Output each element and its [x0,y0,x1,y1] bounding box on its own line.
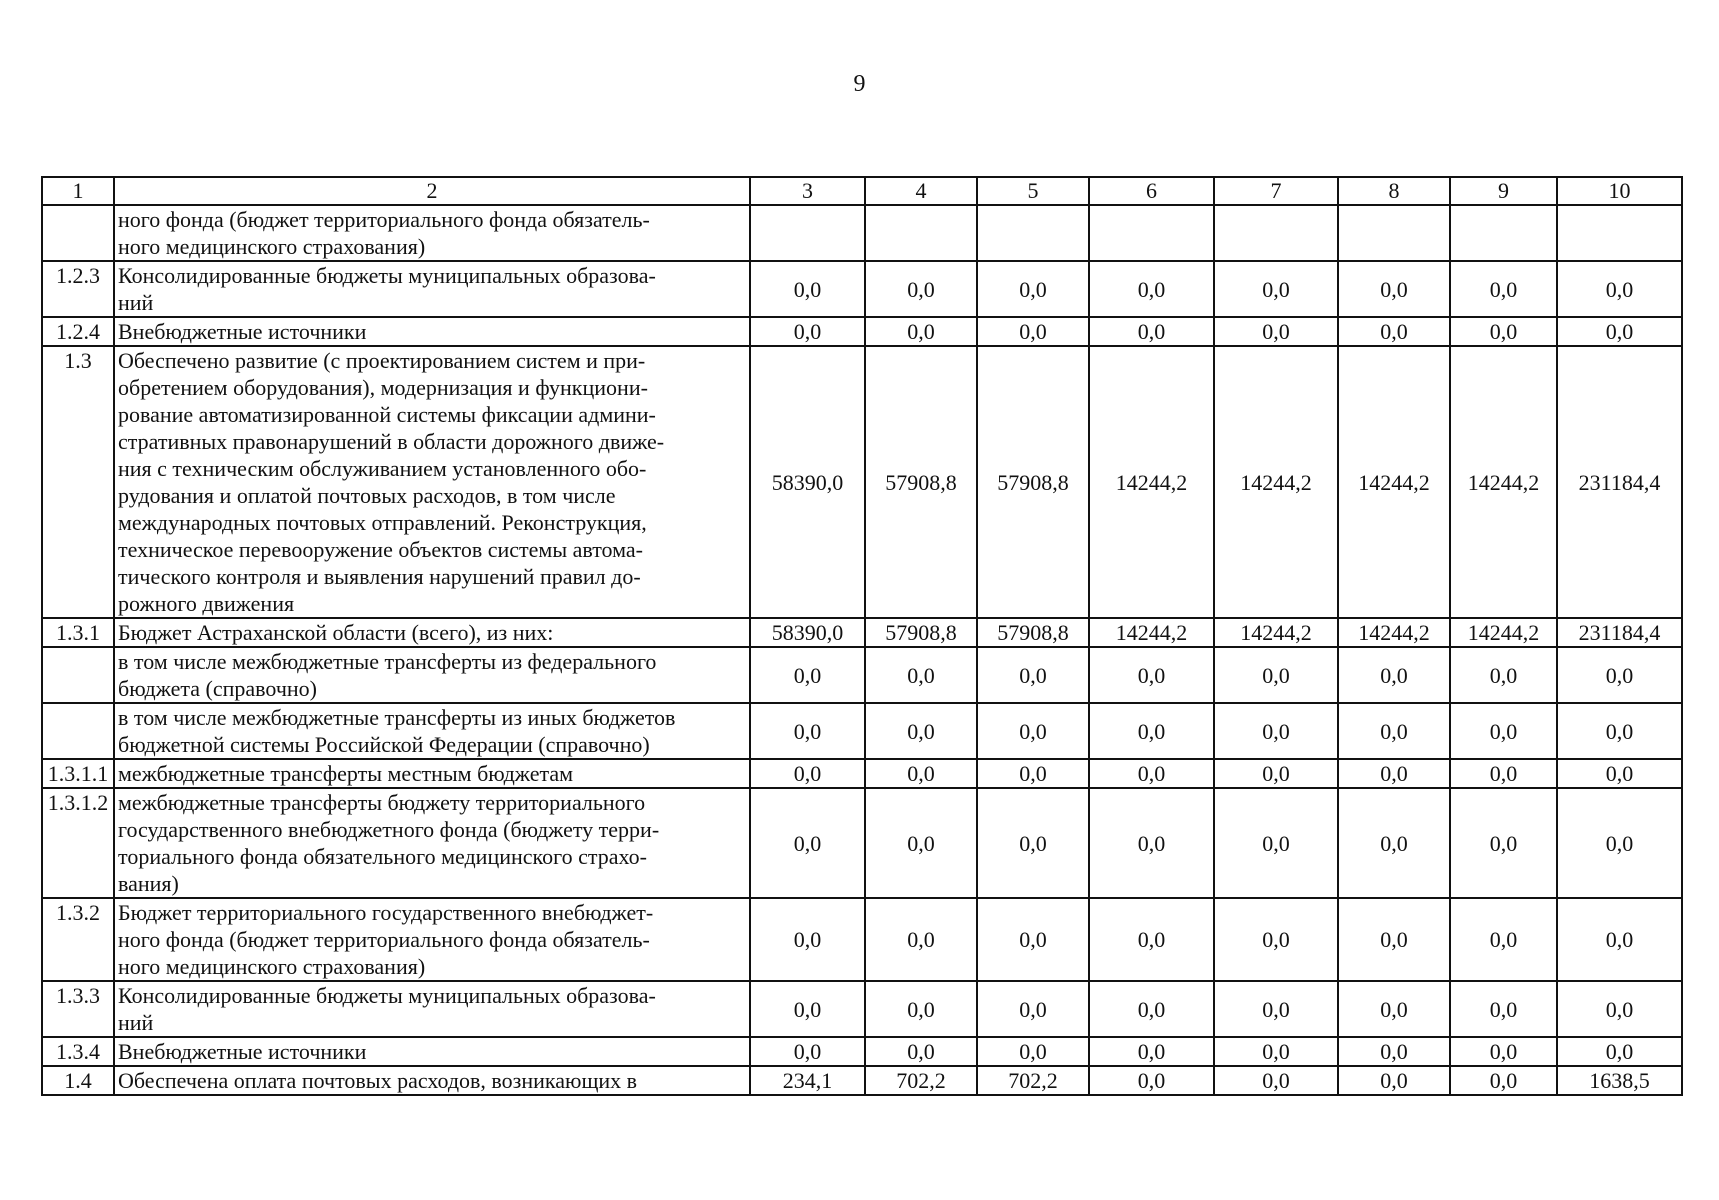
value-cell-col-7: 0,0 [1214,898,1338,981]
value-cell-col-10: 0,0 [1557,759,1682,788]
value-cell-col-9: 0,0 [1450,703,1557,759]
value-cell-col-6: 0,0 [1089,898,1214,981]
row-number [42,205,114,261]
value-cell-col-4: 57908,8 [865,346,977,618]
value-cell-col-10 [1557,205,1682,261]
value-cell-col-9: 0,0 [1450,981,1557,1037]
value-cell-col-4: 0,0 [865,647,977,703]
value-cell-col-3: 0,0 [750,317,865,346]
row-description: в том числе межбюджетные трансферты из федерального бюджета (справочно) [114,647,750,703]
row-description: межбюджетные трансферты местным бюджетам [114,759,750,788]
table-body [42,177,1682,1095]
row-description: Обеспечено развитие (с проектированием систем и при- обретением оборудования), модернизация и функциони- рование автоматизированной системы фиксации админи- стративных правонарушений в области дорожного движе- ния с техническим обслуживанием установленного обо- рудования и оплатой почтовых расходов, в том числе международных почтовых отправлений. Реконструкция, техническое перевооружение объектов системы автома- тического контроля и выявления нарушений правил до- рожного движения [114,346,750,618]
value-cell-col-9: 0,0 [1450,788,1557,898]
header-cell-10: 10 [1557,177,1682,205]
value-cell-col-5: 0,0 [977,788,1089,898]
value-cell-col-3: 0,0 [750,898,865,981]
table-row [42,261,1682,317]
value-cell-col-7: 0,0 [1214,647,1338,703]
value-cell-col-4: 0,0 [865,1037,977,1066]
value-cell-col-6: 0,0 [1089,1066,1214,1095]
value-cell-col-3: 0,0 [750,981,865,1037]
row-number: 1.3.1.1 [42,759,114,788]
value-cell-col-4 [865,205,977,261]
value-cell-col-8: 0,0 [1338,759,1450,788]
value-cell-col-5: 57908,8 [977,346,1089,618]
value-cell-col-10: 0,0 [1557,1037,1682,1066]
value-cell-col-8: 0,0 [1338,317,1450,346]
value-cell-col-5: 0,0 [977,317,1089,346]
value-cell-col-4: 0,0 [865,317,977,346]
value-cell-col-4: 0,0 [865,898,977,981]
row-number: 1.3.3 [42,981,114,1037]
value-cell-col-5: 0,0 [977,647,1089,703]
value-cell-col-6: 0,0 [1089,261,1214,317]
row-description: Внебюджетные источники [114,317,750,346]
value-cell-col-8: 0,0 [1338,1037,1450,1066]
value-cell-col-8: 14244,2 [1338,618,1450,647]
value-cell-col-6: 0,0 [1089,759,1214,788]
value-cell-col-9: 0,0 [1450,898,1557,981]
value-cell-col-9: 14244,2 [1450,346,1557,618]
header-cell-6: 6 [1089,177,1214,205]
value-cell-col-8: 0,0 [1338,1066,1450,1095]
row-number [42,647,114,703]
value-cell-col-6: 0,0 [1089,317,1214,346]
value-cell-col-9: 0,0 [1450,261,1557,317]
header-row [42,177,1682,205]
value-cell-col-6: 0,0 [1089,647,1214,703]
table-row [42,981,1682,1037]
value-cell-col-7: 0,0 [1214,981,1338,1037]
table-row [42,317,1682,346]
value-cell-col-7: 0,0 [1214,1037,1338,1066]
value-cell-col-6: 14244,2 [1089,618,1214,647]
table-row [42,1037,1682,1066]
value-cell-col-6: 0,0 [1089,703,1214,759]
value-cell-col-3: 234,1 [750,1066,865,1095]
row-number: 1.2.4 [42,317,114,346]
value-cell-col-5: 0,0 [977,981,1089,1037]
value-cell-col-3: 0,0 [750,759,865,788]
value-cell-col-3: 0,0 [750,261,865,317]
table-row [42,1066,1682,1095]
row-number: 1.3.1 [42,618,114,647]
value-cell-col-10: 0,0 [1557,647,1682,703]
value-cell-col-6: 14244,2 [1089,346,1214,618]
value-cell-col-6: 0,0 [1089,1037,1214,1066]
row-description: межбюджетные трансферты бюджету территориального государственного внебюджетного фонда (бюджету терри- ториального фонда обязательного медицинского страхо- вания) [114,788,750,898]
header-cell-9: 9 [1450,177,1557,205]
value-cell-col-3: 58390,0 [750,618,865,647]
value-cell-col-7 [1214,205,1338,261]
value-cell-col-5: 0,0 [977,261,1089,317]
value-cell-col-8: 0,0 [1338,703,1450,759]
value-cell-col-7: 0,0 [1214,788,1338,898]
value-cell-col-5: 0,0 [977,759,1089,788]
row-number [42,703,114,759]
table-row [42,346,1682,618]
value-cell-col-9: 0,0 [1450,759,1557,788]
value-cell-col-5 [977,205,1089,261]
value-cell-col-5: 702,2 [977,1066,1089,1095]
value-cell-col-8: 0,0 [1338,647,1450,703]
row-description: в том числе межбюджетные трансферты из иных бюджетов бюджетной системы Российской Федерации (справочно) [114,703,750,759]
row-description: Консолидированные бюджеты муниципальных образова- ний [114,981,750,1037]
row-description: Обеспечена оплата почтовых расходов, возникающих в [114,1066,750,1095]
value-cell-col-8 [1338,205,1450,261]
value-cell-col-8: 0,0 [1338,788,1450,898]
header-cell-8: 8 [1338,177,1450,205]
value-cell-col-4: 57908,8 [865,618,977,647]
value-cell-col-10: 1638,5 [1557,1066,1682,1095]
value-cell-col-6: 0,0 [1089,788,1214,898]
value-cell-col-10: 0,0 [1557,703,1682,759]
table-row [42,759,1682,788]
value-cell-col-7: 0,0 [1214,317,1338,346]
row-number: 1.3 [42,346,114,618]
value-cell-col-5: 0,0 [977,703,1089,759]
value-cell-col-5: 57908,8 [977,618,1089,647]
value-cell-col-5: 0,0 [977,898,1089,981]
value-cell-col-9: 0,0 [1450,647,1557,703]
value-cell-col-10: 0,0 [1557,788,1682,898]
header-cell-1: 1 [42,177,114,205]
value-cell-col-5: 0,0 [977,1037,1089,1066]
header-cell-5: 5 [977,177,1089,205]
header-cell-2: 2 [114,177,750,205]
value-cell-col-9: 0,0 [1450,1037,1557,1066]
value-cell-col-3: 58390,0 [750,346,865,618]
header-cell-4: 4 [865,177,977,205]
row-number: 1.3.2 [42,898,114,981]
value-cell-col-9: 14244,2 [1450,618,1557,647]
value-cell-col-7: 0,0 [1214,759,1338,788]
table-row [42,647,1682,703]
value-cell-col-4: 702,2 [865,1066,977,1095]
value-cell-col-7: 0,0 [1214,1066,1338,1095]
value-cell-col-4: 0,0 [865,261,977,317]
value-cell-col-4: 0,0 [865,703,977,759]
value-cell-col-10: 0,0 [1557,898,1682,981]
value-cell-col-3: 0,0 [750,1037,865,1066]
row-number: 1.2.3 [42,261,114,317]
row-description: Бюджет Астраханской области (всего), из них: [114,618,750,647]
value-cell-col-7: 0,0 [1214,261,1338,317]
value-cell-col-7: 14244,2 [1214,346,1338,618]
value-cell-col-4: 0,0 [865,981,977,1037]
value-cell-col-6: 0,0 [1089,981,1214,1037]
value-cell-col-10: 0,0 [1557,981,1682,1037]
value-cell-col-8: 0,0 [1338,261,1450,317]
value-cell-col-6 [1089,205,1214,261]
value-cell-col-3: 0,0 [750,703,865,759]
value-cell-col-3 [750,205,865,261]
row-description: ного фонда (бюджет территориального фонда обязатель- ного медицинского страхования) [114,205,750,261]
value-cell-col-10: 0,0 [1557,261,1682,317]
row-number: 1.3.1.2 [42,788,114,898]
budget-table [41,176,1683,1096]
value-cell-col-4: 0,0 [865,788,977,898]
page-number: 9 [853,71,866,97]
value-cell-col-7: 0,0 [1214,703,1338,759]
value-cell-col-8: 0,0 [1338,981,1450,1037]
row-description: Внебюджетные источники [114,1037,750,1066]
value-cell-col-10: 231184,4 [1557,346,1682,618]
value-cell-col-3: 0,0 [750,788,865,898]
header-cell-7: 7 [1214,177,1338,205]
row-description: Консолидированные бюджеты муниципальных образова- ний [114,261,750,317]
value-cell-col-8: 0,0 [1338,898,1450,981]
value-cell-col-10: 0,0 [1557,317,1682,346]
row-number: 1.3.4 [42,1037,114,1066]
value-cell-col-7: 14244,2 [1214,618,1338,647]
row-description: Бюджет территориального государственного внебюджет- ного фонда (бюджет территориального фонда обязатель- ного медицинского страхования) [114,898,750,981]
table-row [42,898,1682,981]
value-cell-col-4: 0,0 [865,759,977,788]
table-row [42,205,1682,261]
table-row [42,618,1682,647]
table-row [42,788,1682,898]
value-cell-col-3: 0,0 [750,647,865,703]
value-cell-col-9: 0,0 [1450,1066,1557,1095]
value-cell-col-8: 14244,2 [1338,346,1450,618]
value-cell-col-9: 0,0 [1450,317,1557,346]
row-number: 1.4 [42,1066,114,1095]
value-cell-col-10: 231184,4 [1557,618,1682,647]
value-cell-col-9 [1450,205,1557,261]
table-row [42,703,1682,759]
header-cell-3: 3 [750,177,865,205]
